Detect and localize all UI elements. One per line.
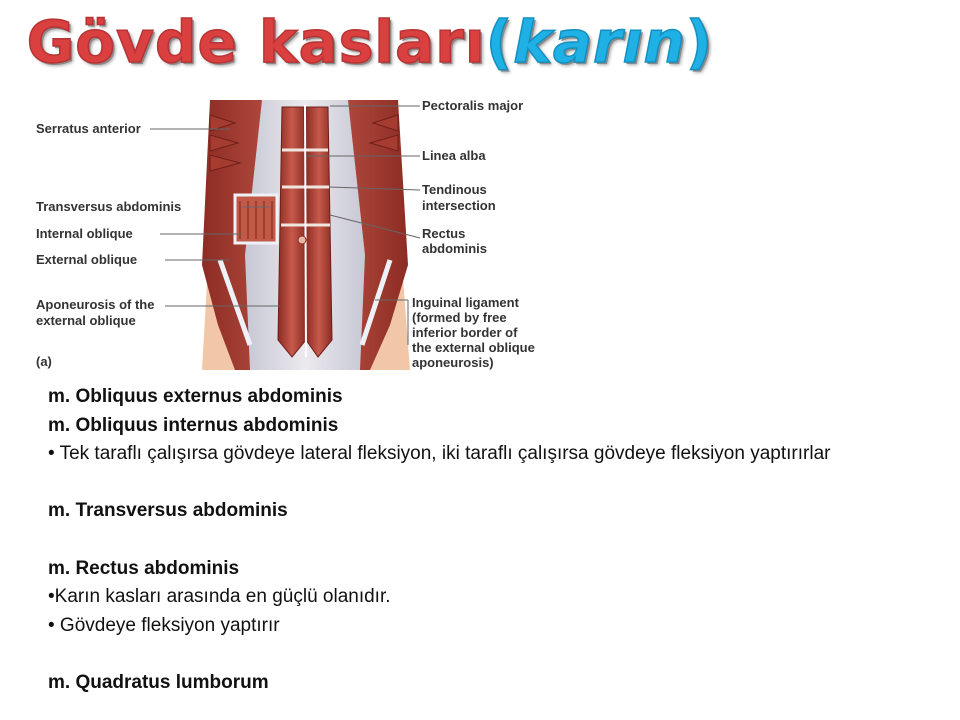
bullet-rectus-strongest: •Karın kasları arasında en güçlü olanıdır. [48, 586, 391, 608]
title-open-paren: ( [485, 8, 514, 76]
label-inguinal-4: the external oblique [412, 340, 535, 355]
label-serratus-anterior: Serratus anterior [36, 121, 141, 136]
label-rectus-1: Rectus [422, 226, 466, 241]
anatomy-figure [30, 95, 560, 370]
content-text [48, 383, 948, 698]
label-internal-oblique: Internal oblique [36, 226, 133, 241]
title-close-paren: ) [685, 8, 714, 76]
muscle-transversus: m. Transversus abdominis [48, 500, 288, 522]
muscle-obliquus-externus: m. Obliquus externus abdominis [48, 386, 343, 407]
label-inguinal-2: (formed by free [412, 310, 507, 325]
label-external-oblique: External oblique [36, 252, 138, 267]
label-tendinous-1: Tendinous [422, 182, 487, 197]
muscle-rectus: m. Rectus abdominis [48, 557, 240, 579]
bullet-oblique-function: • Tek taraflı çalışırsa gövdeye lateral fleksiyon, iki taraflı çalışırsa gövdeye fleksiyon yaptırırlar [48, 443, 831, 465]
slide-title [0, 8, 740, 76]
label-transversus-abdominis: Transversus abdominis [36, 199, 182, 214]
label-aponeurosis-2: external oblique [36, 313, 136, 328]
label-linea-alba: Linea alba [422, 148, 486, 163]
label-inguinal-3: inferior border of [412, 325, 518, 340]
umbilicus [298, 236, 306, 244]
linea-alba-line [305, 105, 306, 357]
label-pectoralis-major: Pectoralis major [422, 98, 524, 113]
bullet-rectus-flexion: • Gövdeye fleksiyon yaptırır [48, 614, 280, 636]
title-main: Gövde kasları [26, 8, 486, 76]
muscle-quadratus: m. Quadratus lumborum [48, 671, 269, 693]
muscle-obliquus-internus: m. Obliquus internus abdominis [48, 414, 339, 436]
label-aponeurosis-1: Aponeurosis of the [36, 297, 155, 312]
label-tendinous-2: intersection [422, 198, 496, 213]
label-panel-a: (a) [36, 354, 52, 369]
label-rectus-2: abdominis [422, 241, 488, 256]
label-inguinal-5: aponeurosis) [412, 355, 494, 370]
title-italic: karın [513, 8, 686, 76]
label-inguinal-1: Inguinal ligament [412, 295, 519, 310]
